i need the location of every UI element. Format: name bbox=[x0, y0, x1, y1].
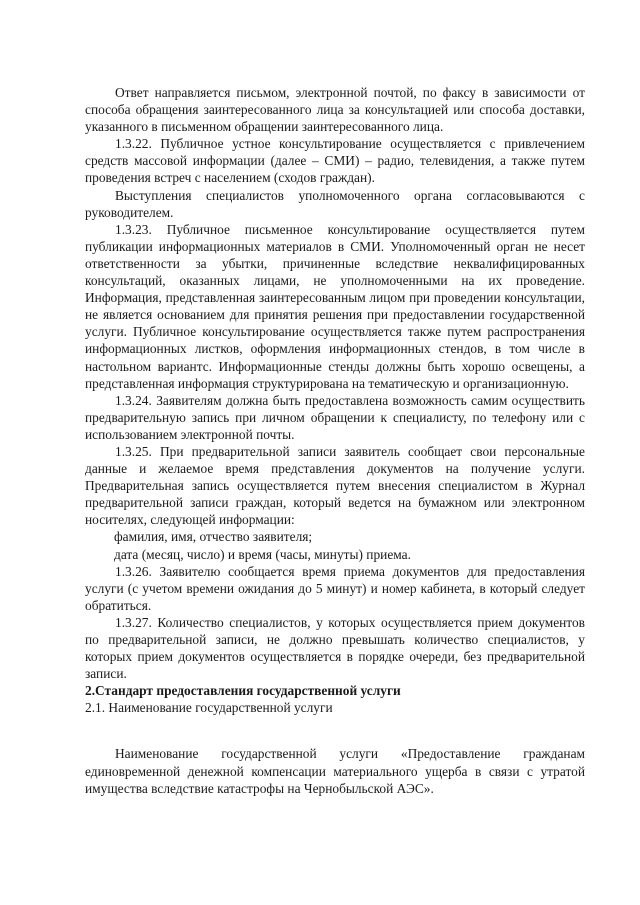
list-item-full-name: фамилия, имя, отчество заявителя; bbox=[114, 529, 313, 545]
list-item-date-time: дата (месяц, число) и время (часы, минуты) приема. bbox=[114, 546, 411, 562]
paragraph-1-3-23: 1.3.23. Публичное письменное консультирование осуществляется путем публикации информационных материалов в СМИ. Уполномоченный орган не несет ответственности за убытки, причиненные вследствие неквалифицированных консультаций, оказанных лицами, не уполномоченными на их проведение. Информация, представленная заинтересованным лицом при проведении консультации, не является основанием для принятия решения при предоставлении государственной услуги. Публичное консультирование осуществляется также путем распространения информационных листков, оформления информационных стендов, в том числе в настольном вариантс. Информационные стенды должны быть хорошо освещены, а представленная информация структурирована на тематическую и организационную. bbox=[85, 221, 585, 391]
document-page bbox=[85, 84, 585, 797]
paragraph-speeches: Выступления специалистов уполномоченного органа согласовываются с руководителем. bbox=[85, 187, 585, 220]
paragraph-response-method: Ответ направляется письмом, электронной почтой, по факсу в зависимости от способа обращения заинтересованного лица за консультацией или способа доставки, указанного в письменном обращении заинтересованного лица. bbox=[85, 85, 585, 135]
section-title: 2.Стандарт предоставления государственной услуги bbox=[85, 683, 401, 699]
paragraph-service-name: Наименование государственной услуги «Предоставление гражданам единовременной денежной компенсации материального ущерба в связи с утратой имущества вследствие катастрофы на Чернобыльской АЭС». bbox=[85, 746, 585, 796]
paragraph-1-3-25: 1.3.25. При предварительной записи заявитель сообщает свои персональные данные и желаемое время представления документов на получение услуги. Предварительная запись осуществляется путем внесения специалистом в Журнал предварительной записи граждан, который ведется на бумажном или электронном носителях, следующей информации: bbox=[85, 443, 585, 528]
paragraph-1-3-24: 1.3.24. Заявителям должна быть предоставлена возможность самим осуществить предварительную запись при личном обращении к специалисту, по телефону или с использованием электронной почты. bbox=[85, 392, 585, 442]
paragraph-1-3-26: 1.3.26. Заявителю сообщается время приема документов для предоставления услуги (с учетом времени ожидания до 5 минут) и номер кабинета, в который следует обратиться. bbox=[85, 563, 585, 613]
subsection-title: 2.1. Наименование государственной услуги bbox=[85, 700, 333, 716]
paragraph-1-3-22: 1.3.22. Публичное устное консультирование осуществляется с привлечением средств массовой информации (далее – СМИ) – радио, телевидения, а также путем проведения встреч с населением (сходов граждан). bbox=[85, 136, 585, 186]
paragraph-1-3-27: 1.3.27. Количество специалистов, у которых осуществляется прием документов по предварительной записи, не должно превышать количество специалистов, у которых прием документов осуществляется в порядке очереди, без предварительной записи. bbox=[85, 614, 585, 682]
